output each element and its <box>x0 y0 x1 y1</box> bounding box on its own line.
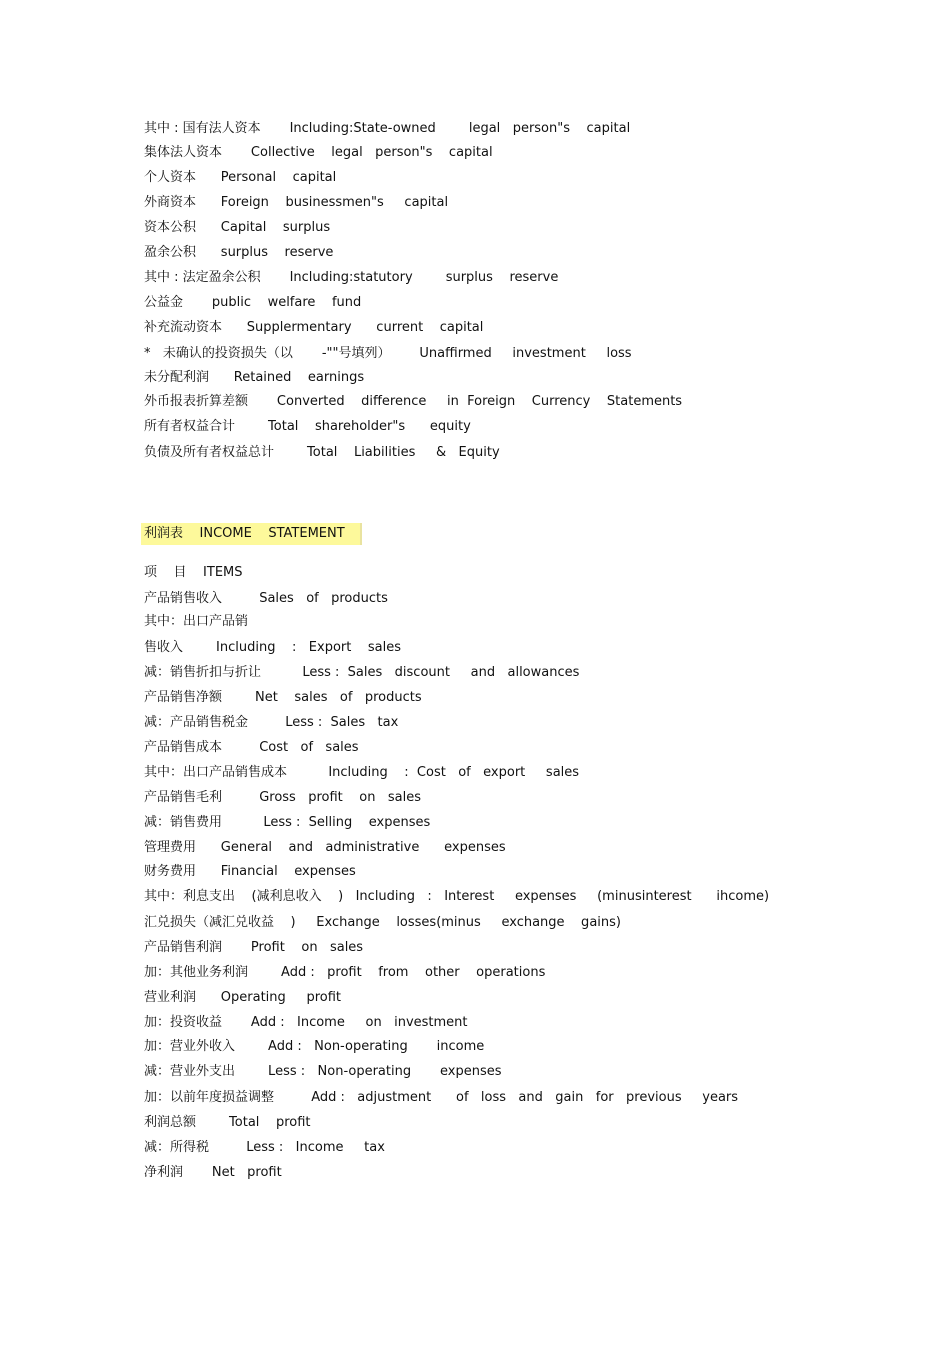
income-line: 产品销售收入 Sales of products <box>144 591 388 606</box>
income-line: 产品销售利润 Profit on sales <box>144 940 364 955</box>
income-line: 加：以前年度损益调整 Add : adjustment of loss and gain for previous years <box>144 1090 739 1105</box>
equity-line: 外商资本 Foreign businessmen"s capital <box>144 195 449 210</box>
equity-line: 所有者权益合计 Total shareholder"s equity <box>144 419 471 434</box>
equity-line: 公益金 public welfare fund <box>144 295 362 310</box>
income-line: 其中：利息支出 (减利息收入 ) Including : Interest expenses (minusinterest ihcome) <box>144 889 770 904</box>
income-line: 减：销售折扣与折让 Less : Sales discount and allowances <box>144 665 580 680</box>
income-statement-heading <box>141 523 362 545</box>
equity-line: 其中 : 法定盈余公积 Including:statutory surplus reserve <box>144 270 559 285</box>
equity-line: 负债及所有者权益总计 Total Liabilities & Equity <box>144 445 500 460</box>
income-line: 产品销售净额 Net sales of products <box>144 690 422 705</box>
equity-line: * 未确认的投资损失（以 -""号填列） Unaffirmed investment loss <box>144 346 632 361</box>
income-line: 加：其他业务利润 Add : profit from other operations <box>144 965 546 980</box>
equity-line: 盈余公积 surplus reserve <box>144 245 334 260</box>
income-line: 财务费用 Financial expenses <box>144 864 356 879</box>
income-line: 项 目 ITEMS <box>144 565 243 580</box>
income-line: 其中：出口产品销售成本 Including : Cost of export sales <box>144 765 580 780</box>
income-line: 售收入 Including : Export sales <box>144 640 401 655</box>
income-line: 管理费用 General and administrative expenses <box>144 840 506 855</box>
equity-line: 资本公积 Capital surplus <box>144 220 331 235</box>
income-line: 其中：出口产品销 <box>144 614 249 629</box>
income-line: 营业利润 Operating profit <box>144 990 341 1005</box>
income-line: 减：所得税 Less : Income tax <box>144 1140 385 1155</box>
income-line: 减：销售费用 Less : Selling expenses <box>144 815 431 830</box>
equity-line: 其中 : 国有法人资本 Including:State-owned legal person"s capital <box>144 121 631 136</box>
income-line: 加：营业外收入 Add : Non-operating income <box>144 1039 485 1054</box>
equity-line: 个人资本 Personal capital <box>144 170 337 185</box>
income-statement-title: 利润表 INCOME STATEMENT <box>144 526 345 541</box>
income-line: 汇兑损失（减汇兑收益 ) Exchange losses(minus exchange gains) <box>144 915 621 930</box>
equity-line: 集体法人资本 Collective legal person"s capital <box>144 145 493 160</box>
income-line: 产品销售毛利 Gross profit on sales <box>144 790 422 805</box>
equity-line: 未分配利润 Retained earnings <box>144 370 365 385</box>
income-line: 利润总额 Total profit <box>144 1115 311 1130</box>
income-line: 减：营业外支出 Less : Non-operating expenses <box>144 1064 502 1079</box>
equity-line: 外币报表折算差额 Converted difference in Foreign Currency Statements <box>144 394 683 409</box>
income-line: 净利润 Net profit <box>144 1165 282 1180</box>
income-line: 加：投资收益 Add : Income on investment <box>144 1015 468 1030</box>
income-line: 减：产品销售税金 Less : Sales tax <box>144 715 399 730</box>
income-line: 产品销售成本 Cost of sales <box>144 740 359 755</box>
equity-line: 补充流动资本 Supplermentary current capital <box>144 320 484 335</box>
